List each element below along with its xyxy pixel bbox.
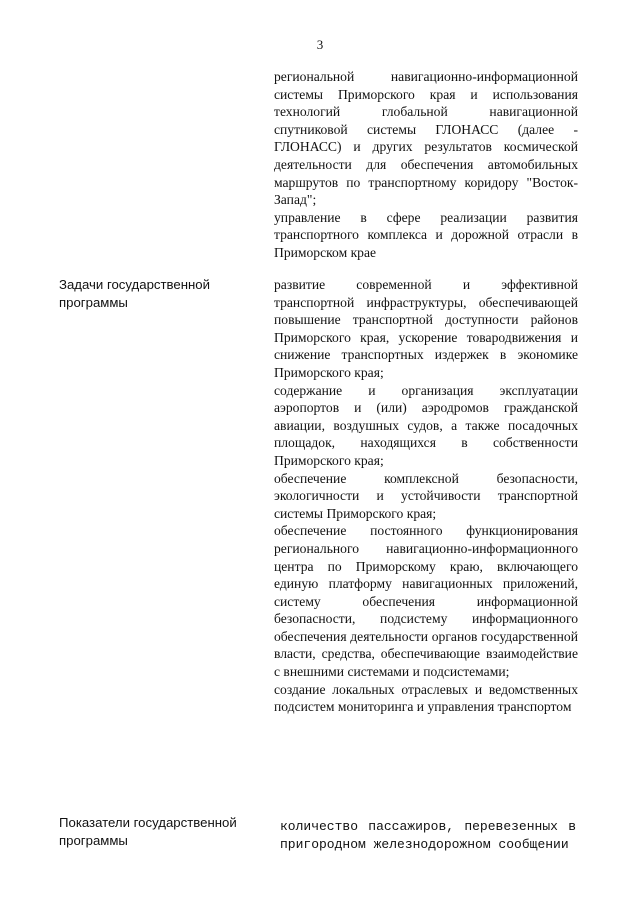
intro-block	[274, 68, 578, 262]
intro-paragraph: управление в сфере реализации развития транспортного комплекса и дорожной отрасли в Приморском крае	[274, 209, 578, 260]
task-paragraph: создание локальных отраслевых и ведомственных подсистем мониторинга и управления транспортом	[274, 681, 578, 715]
task-paragraph: обеспечение комплексной безопасности, экологичности и устойчивости транспортной системы Приморского края;	[274, 470, 578, 521]
indicator-paragraph: количество пассажиров, перевезенных в пригородном железнодорожном сообщении	[280, 819, 576, 852]
tasks-content	[274, 276, 578, 716]
task-paragraph: обеспечение постоянного функционирования регионального навигационно-информационного центра по Приморскому краю, включающего единую платформу навигационных приложений, систему обеспечения информационной безопасности, подсистему информационного обеспечения деятельности органов государственной власти, средства, обеспечивающие взаимодействие с внешними системами и подсистемами;	[274, 523, 578, 680]
intro-paragraph: региональной навигационно-информационной системы Приморского края и использования технологий глобальной навигационной спутниковой системы ГЛОНАСС (далее - ГЛОНАСС) и других результатов космической деятельности для обеспечения автомобильных маршрутов по транспортному коридору "Восток-Запад";	[274, 69, 578, 208]
tasks-label: Задачи государственной программы	[59, 277, 210, 310]
task-paragraph: содержание и организация эксплуатации аэропортов и (или) аэродромов гражданской авиации, воздушных судов, а также посадочных площадок, находящихся в собственности Приморского края;	[274, 382, 578, 468]
indicators-label: Показатели государственной программы	[59, 815, 237, 848]
indicators-content	[280, 818, 576, 853]
page-number: 3	[316, 37, 324, 52]
task-paragraph: развитие современной и эффективной транспортной инфраструктуры, обеспечивающей повышение транспортной доступности районов Приморского края, ускорение товародвижения и снижение транспортных издержек в экономике Приморского края;	[274, 277, 578, 380]
